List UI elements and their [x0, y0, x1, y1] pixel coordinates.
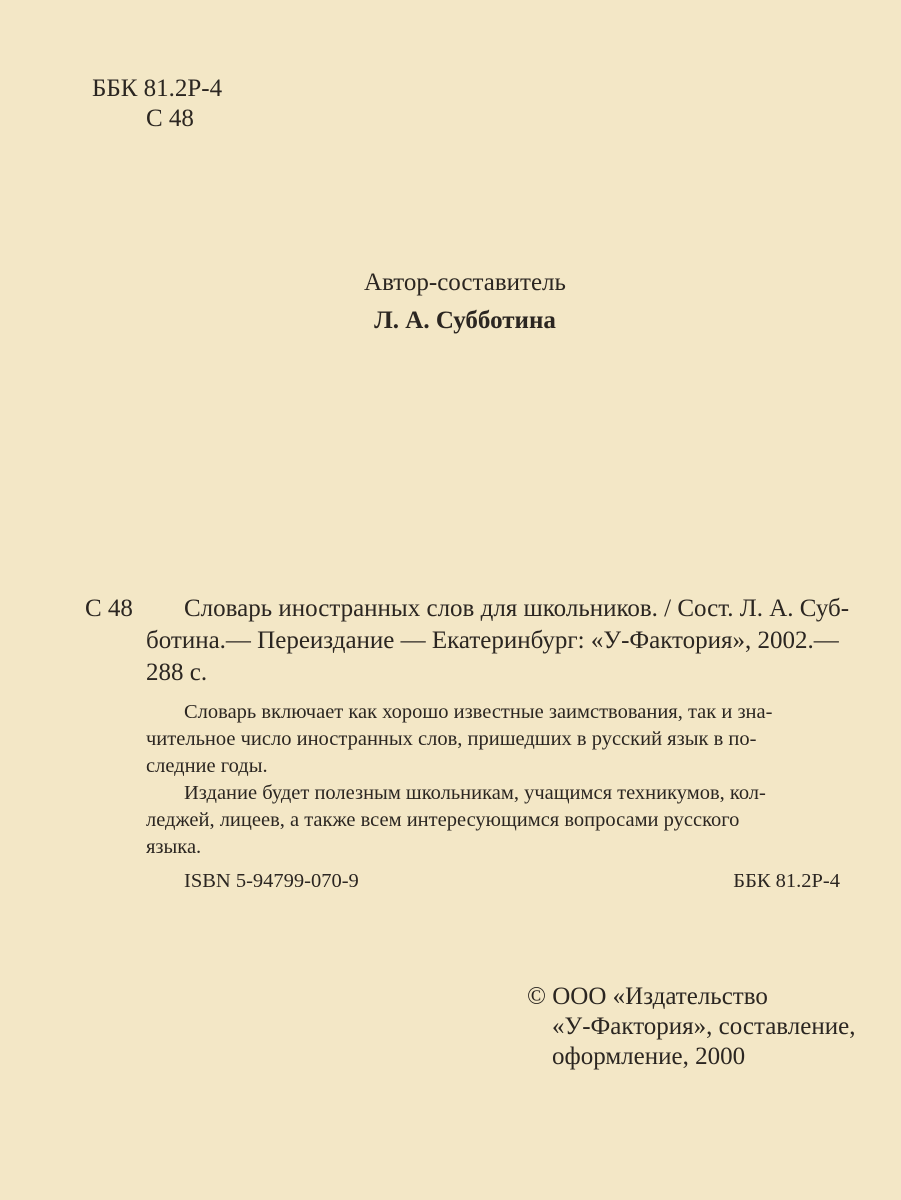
catalog-line-1: Словарь иностранных слов для школьников. / Сост. Л. А. Суб- — [184, 595, 850, 622]
catalog-mark: С 48 — [85, 595, 133, 622]
annotation-p2-line-1: Издание будет полезным школьникам, учащимся техникумов, кол- — [184, 782, 766, 804]
annotation-p1-line-2: чительное число иностранных слов, пришедших в русский язык в по- — [146, 728, 757, 750]
bbk-code-top: ББК 81.2Р-4 — [92, 75, 223, 102]
annotation-p1-line-1: Словарь включает как хорошо известные заимствования, так и зна- — [184, 701, 773, 723]
annotation-p1-line-3: следние годы. — [146, 755, 268, 777]
annotation-p2-line-3: языка. — [146, 836, 202, 858]
bbk-code-bottom: ББК 81.2Р-4 — [733, 870, 840, 892]
author-name: Л. А. Субботина — [374, 307, 556, 334]
catalog-line-2: ботина.— Переиздание — Екатеринбург: «У-Фактория», 2002.— — [146, 627, 839, 654]
author-role: Автор-составитель — [364, 269, 566, 296]
annotation-p2-line-2: леджей, лицеев, а также всем интересующимся вопросами русского — [146, 809, 740, 831]
copyright-line-3: оформление, 2000 — [552, 1043, 746, 1070]
catalog-line-3: 288 с. — [146, 659, 208, 686]
author-mark-top: С 48 — [146, 105, 194, 132]
copyright-line-2: «У-Фактория», составление, — [552, 1013, 856, 1040]
copyright-line-1: © ООО «Издательство — [527, 983, 768, 1010]
isbn: ISBN 5-94799-070-9 — [184, 870, 359, 892]
